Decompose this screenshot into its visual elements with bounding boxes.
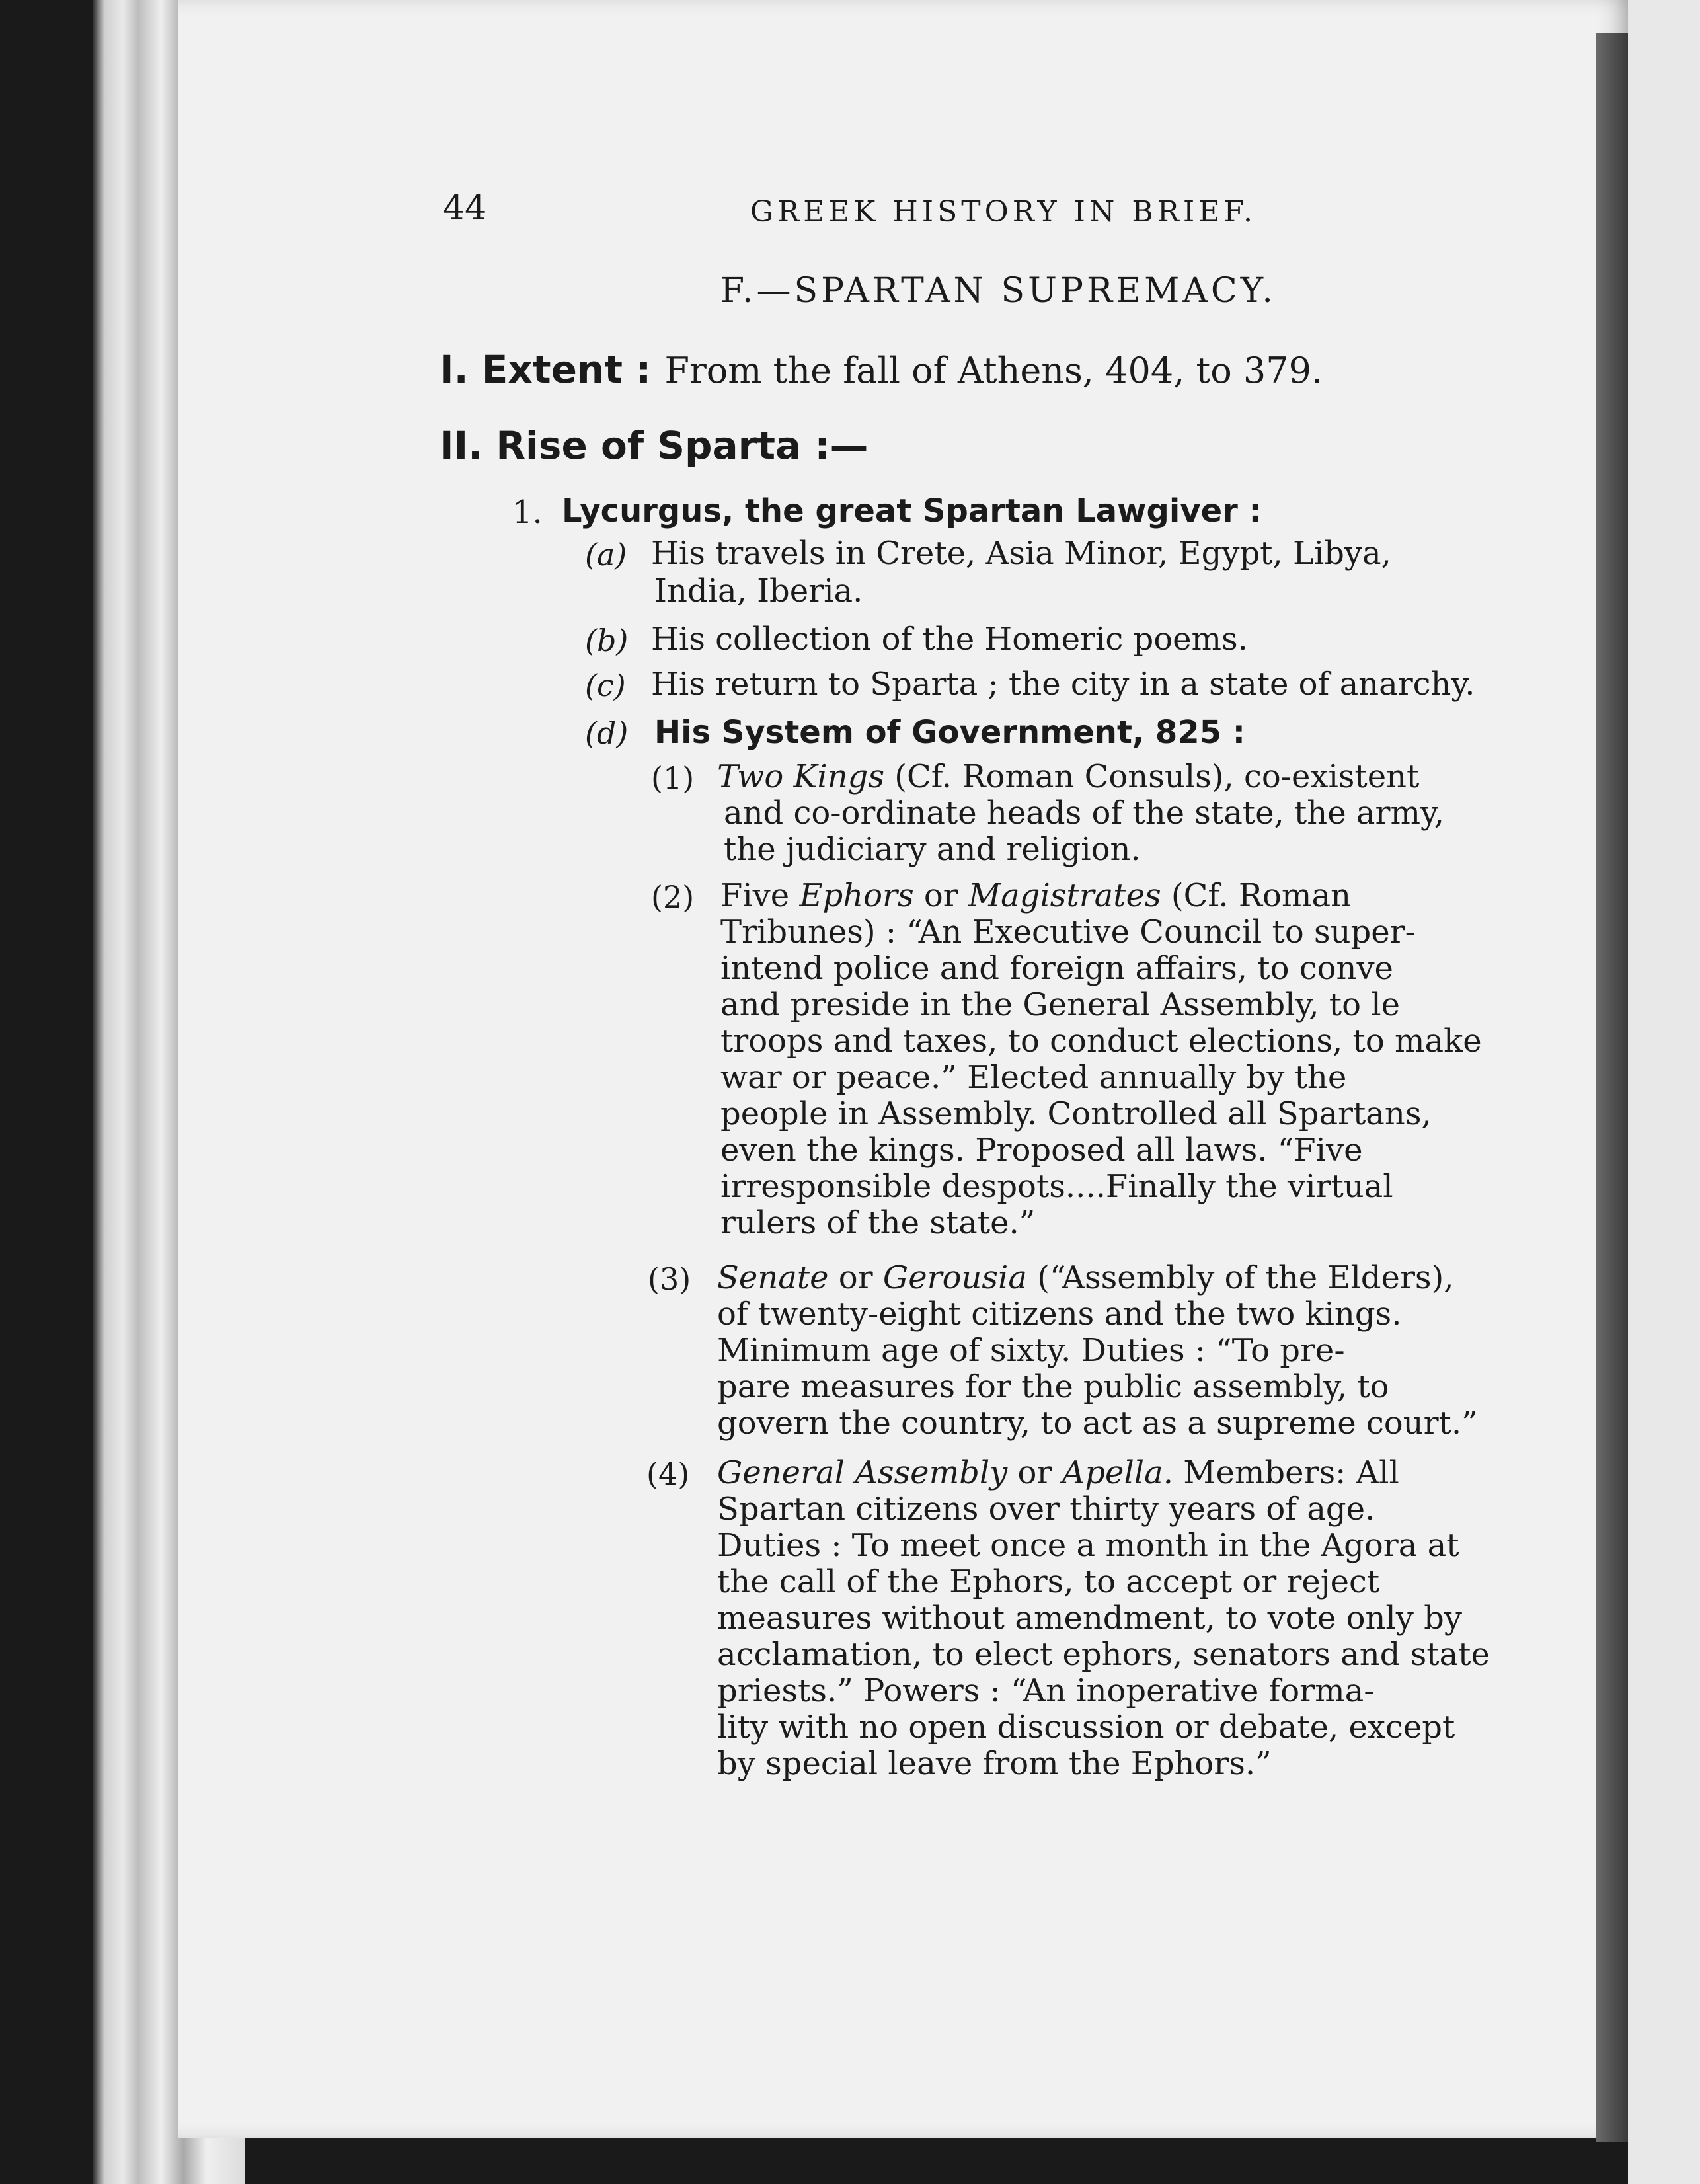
gov-2-line1 xyxy=(720,878,1351,914)
gov-2-line: rulers of the state.” xyxy=(720,1204,1036,1241)
gov-4-line1 xyxy=(717,1455,1399,1491)
gov-2-line: war or peace.” Elected annually by the xyxy=(720,1059,1347,1096)
running-title: GREEK HISTORY IN BRIEF. xyxy=(750,195,1256,229)
sub-b-marker: (b) xyxy=(585,623,629,658)
sub-a-line1: His travels in Crete, Asia Minor, Egypt, Libya, xyxy=(651,535,1391,572)
gov-2-line: even the kings. Proposed all laws. “Five xyxy=(720,1132,1363,1169)
sub-d-marker: (d) xyxy=(585,715,629,751)
gov-2-line: intend police and foreign affairs, to conve xyxy=(720,950,1393,987)
gov-3-marker: (3) xyxy=(648,1261,691,1297)
sub-b-text: His collection of the Homeric poems. xyxy=(651,621,1248,658)
gov-2-lead: Five xyxy=(720,877,800,914)
gov-2-line: troops and taxes, to conduct elections, to make xyxy=(720,1023,1482,1060)
gov-2-line: people in Assembly. Controlled all Spartans, xyxy=(720,1095,1432,1132)
gov-3-gerousia: Gerousia xyxy=(882,1259,1027,1296)
gov-4-line: by special leave from the Ephors.” xyxy=(717,1745,1272,1782)
gov-4-or: or xyxy=(1007,1454,1062,1491)
gov-2-magistrates: Magistrates xyxy=(968,877,1161,914)
gov-4-general-assembly: General Assembly xyxy=(717,1454,1008,1491)
gov-2-tail: (Cf. Roman xyxy=(1161,877,1351,914)
gov-2-marker: (2) xyxy=(651,879,695,915)
gov-4-line: acclamation, to elect ephors, senators and state xyxy=(717,1636,1490,1673)
gov-4-line: the call of the Ephors, to accept or reject xyxy=(717,1563,1380,1600)
gov-1-marker: (1) xyxy=(651,760,695,796)
gov-3-line: govern the country, to act as a supreme court.” xyxy=(717,1405,1478,1442)
gov-4-apella: Apella. xyxy=(1062,1454,1174,1491)
gov-4-line: measures without amendment, to vote only by xyxy=(717,1600,1462,1637)
gov-3-senate: Senate xyxy=(717,1259,829,1296)
gov-4-line: Spartan citizens over thirty years of age. xyxy=(717,1491,1375,1528)
gov-3-line: Minimum age of sixty. Duties : “To pre- xyxy=(717,1332,1345,1369)
part-extent xyxy=(440,347,1323,392)
gov-4-marker: (4) xyxy=(646,1456,690,1492)
gov-2-line: irresponsible despots....Finally the virtual xyxy=(720,1168,1393,1205)
gov-3-or: or xyxy=(828,1259,883,1296)
gov-3-line1 xyxy=(717,1260,1454,1296)
part-extent-text: From the fall of Athens, 404, to 379. xyxy=(664,350,1323,391)
gov-2-line: and preside in the General Assembly, to le xyxy=(720,986,1400,1023)
gov-4-line: Duties : To meet once a month in the Agora at xyxy=(717,1527,1459,1564)
page-number: 44 xyxy=(443,188,487,228)
gov-1-line2: and co-ordinate heads of the state, the army, xyxy=(724,795,1444,832)
sub-d-title: His System of Government, 825 : xyxy=(654,714,1245,751)
gov-2-or: or xyxy=(913,877,968,914)
gov-1-line1 xyxy=(717,759,1419,795)
gov-4-line: priests.” Powers : “An inoperative forma- xyxy=(717,1672,1375,1709)
gov-3-line: of twenty-eight citizens and the two kings. xyxy=(717,1296,1402,1333)
sub-a-marker: (a) xyxy=(585,537,627,572)
gov-4-line: lity with no open discussion or debate, except xyxy=(717,1709,1455,1746)
gov-2-ephors: Ephors xyxy=(799,877,914,914)
gov-3-tail: (“Assembly of the Elders), xyxy=(1026,1259,1454,1296)
section-heading: F.—SPARTAN SUPREMACY. xyxy=(720,271,1276,311)
part-rise-of-sparta: II. Rise of Sparta :— xyxy=(440,423,869,468)
sub-a-line2: India, Iberia. xyxy=(654,572,863,609)
gov-1-line1-rest: (Cf. Roman Consuls), co-existent xyxy=(884,758,1420,795)
gov-3-line: pare measures for the public assembly, to xyxy=(717,1368,1389,1405)
facing-page-edge xyxy=(1628,0,1700,2184)
book-spine-shadow xyxy=(1596,33,1628,2142)
item-1-number: 1. xyxy=(512,494,543,531)
gov-4-tail: Members: All xyxy=(1173,1454,1399,1491)
sub-c-text: His return to Sparta ; the city in a state of anarchy. xyxy=(651,666,1475,703)
gov-1-title: Two Kings xyxy=(717,758,885,795)
item-1-title: Lycurgus, the great Spartan Lawgiver : xyxy=(562,492,1262,529)
gov-2-line: Tribunes) : “An Executive Council to super- xyxy=(720,914,1416,951)
sub-c-marker: (c) xyxy=(585,668,626,703)
gov-1-line3: the judiciary and religion. xyxy=(724,831,1141,868)
part-extent-label: I. Extent : xyxy=(440,347,652,392)
